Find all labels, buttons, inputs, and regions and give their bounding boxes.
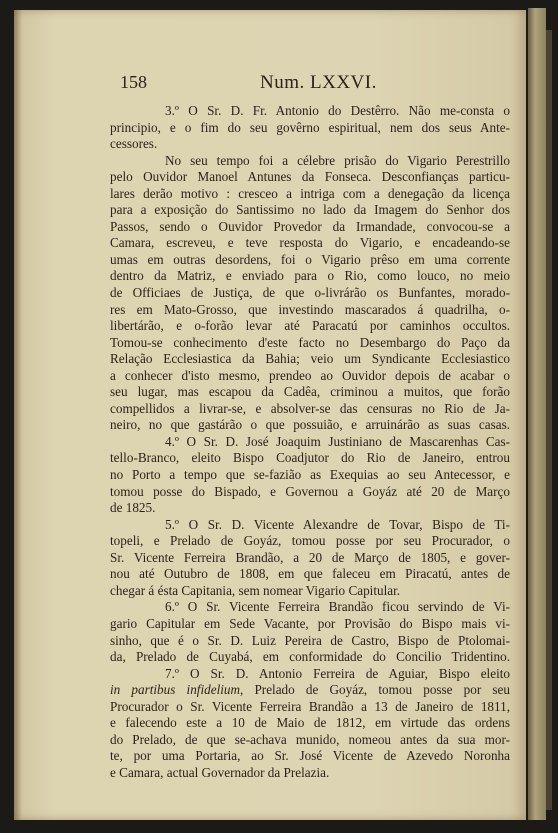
text-line: Passos, sendo o Ouvidor Provedor da Irmandade, convocou-se a <box>110 218 510 234</box>
text-line: in partibus infidelium, Prelado de Goyáz, tomou posse por seu <box>110 682 510 698</box>
text-line: Procurador o Sr. Vicente Ferreira Brandão a 13 de Janeiro de 1811, <box>110 698 510 714</box>
text-line: 4.º O Sr. D. José Joaquim Justiniano de Mascarenhas Cas- <box>165 433 510 449</box>
text-line: para a exposição do Santissimo no lado da Imagem do Senhor dos <box>110 202 510 218</box>
text-line: Relação Ecclesiastica da Bahia; veio um Syndicante Ecclesiastico <box>110 351 510 367</box>
book-edge-shadow <box>546 30 552 810</box>
text-line: neiro, no que gastárão o que possuião, e arruinárão as suas casas. <box>110 417 510 433</box>
text-line: dentro da Matriz, e enviado para o Rio, como louco, no meio <box>110 268 510 284</box>
text-line: umas em outras desordens, foi o Vigario prêso em uma corrente <box>110 251 510 267</box>
text-line: 7.º O Sr. D. Antonio Ferreira de Aguiar, Bispo eleito <box>165 665 510 681</box>
text-line: chegar á ésta Capitania, sem nomear Vigario Capitular. <box>110 582 401 598</box>
text-line: Sr. Vicente Ferreira Brandão, a 20 de Março de 1805, e gover- <box>110 549 510 565</box>
text-line: 5.º O Sr. D. Vicente Alexandre de Tovar, Bispo de Ti- <box>165 516 510 532</box>
text-line: No seu tempo foi a célebre prisão do Vigario Perestrillo <box>165 152 510 168</box>
text-line: compellidos a livrar-se, e absolver-se das censuras no Rio de Ja- <box>110 400 510 416</box>
text-line: topeli, e Prelado de Goyáz, tomou posse por seu Procurador, o <box>110 533 510 549</box>
text-line: sinho, que é o Sr. D. Luiz Pereira de Castro, Bispo de Ptolomai- <box>110 632 510 648</box>
text-line: Camara, escreveu, e teve resposta do Vigario, e encadeando-se <box>110 235 510 251</box>
text-line: Tomou-se conhecimento d'este facto no Desembargo do Paço da <box>110 334 510 350</box>
text-line: gario Capitular em Sede Vacante, por Provisão do Bispo mais vi- <box>110 615 510 631</box>
text-line: res em Mato-Grosso, que investindo mascarados á quadrilha, o- <box>110 301 510 317</box>
text-line: da, Prelado de Cuyabá, em conformidade do Concilio Tridentino. <box>110 649 510 665</box>
page-number: 158 <box>120 72 147 92</box>
text-line: 3.º O Sr. D. Fr. Antonio do Destêrro. Não me-consta o <box>165 103 510 118</box>
text-line: e Camara, actual Governador da Prelazia. <box>110 764 330 780</box>
text-line: cessores. <box>110 136 158 152</box>
text-line: nou até Outubro de 1808, em que faleceu em Piracatú, antes de <box>110 566 510 582</box>
text-line: de Officiaes de Justiça, de que o-livrárão os Bunfantes, morado- <box>110 285 510 301</box>
text-line: tello-Branco, eleito Bispo Coadjutor do Rio de Janeiro, entrou <box>110 450 510 466</box>
text-line: lares derão motivo : cresceo a intriga com a denegação da licença <box>110 185 510 201</box>
text-line: te, por uma Portaria, ao Sr. José Vicente de Azevedo Noronha <box>110 748 510 764</box>
book-edge <box>528 8 546 820</box>
text-line: a conhecer d'isto mesmo, prendeo ao Ouvidor depois de acabar o <box>110 367 510 383</box>
text-line: e falecendo este a 10 de Maio de 1812, em virtude das ordens <box>110 715 510 731</box>
body-text <box>110 103 510 781</box>
page-header <box>120 72 510 96</box>
running-head: Num. LXXVI. <box>260 72 377 93</box>
text-line: no Porto a tempo que se-fazião as Exequias ao seu Antecessor, e <box>110 467 510 483</box>
page-gutter <box>14 10 22 820</box>
text-line: 6.º O Sr. Vicente Ferreira Brandão ficou servindo de Vi- <box>165 599 510 615</box>
text-line: pelo Ouvidor Manoel Antunes da Fonseca. Desconfianças particu- <box>110 169 510 185</box>
text-line: libertárão, e o-forão levar até Paracatú por caminhos occultos. <box>110 318 510 334</box>
text-line: principio, e o fim do seu govêrno espiritual, nem dos seus Ante- <box>110 119 510 135</box>
text-line: do Prelado, de que se-achava munido, nomeou antes da sua mor- <box>110 731 510 747</box>
text-line: seu lugar, mas escapou da Cadêa, criminou a muitos, que forão <box>110 384 510 400</box>
text-line: de 1825. <box>110 500 156 516</box>
text-line: tomou posse do Bispado, e Governou a Goyáz até 20 de Março <box>110 483 510 499</box>
